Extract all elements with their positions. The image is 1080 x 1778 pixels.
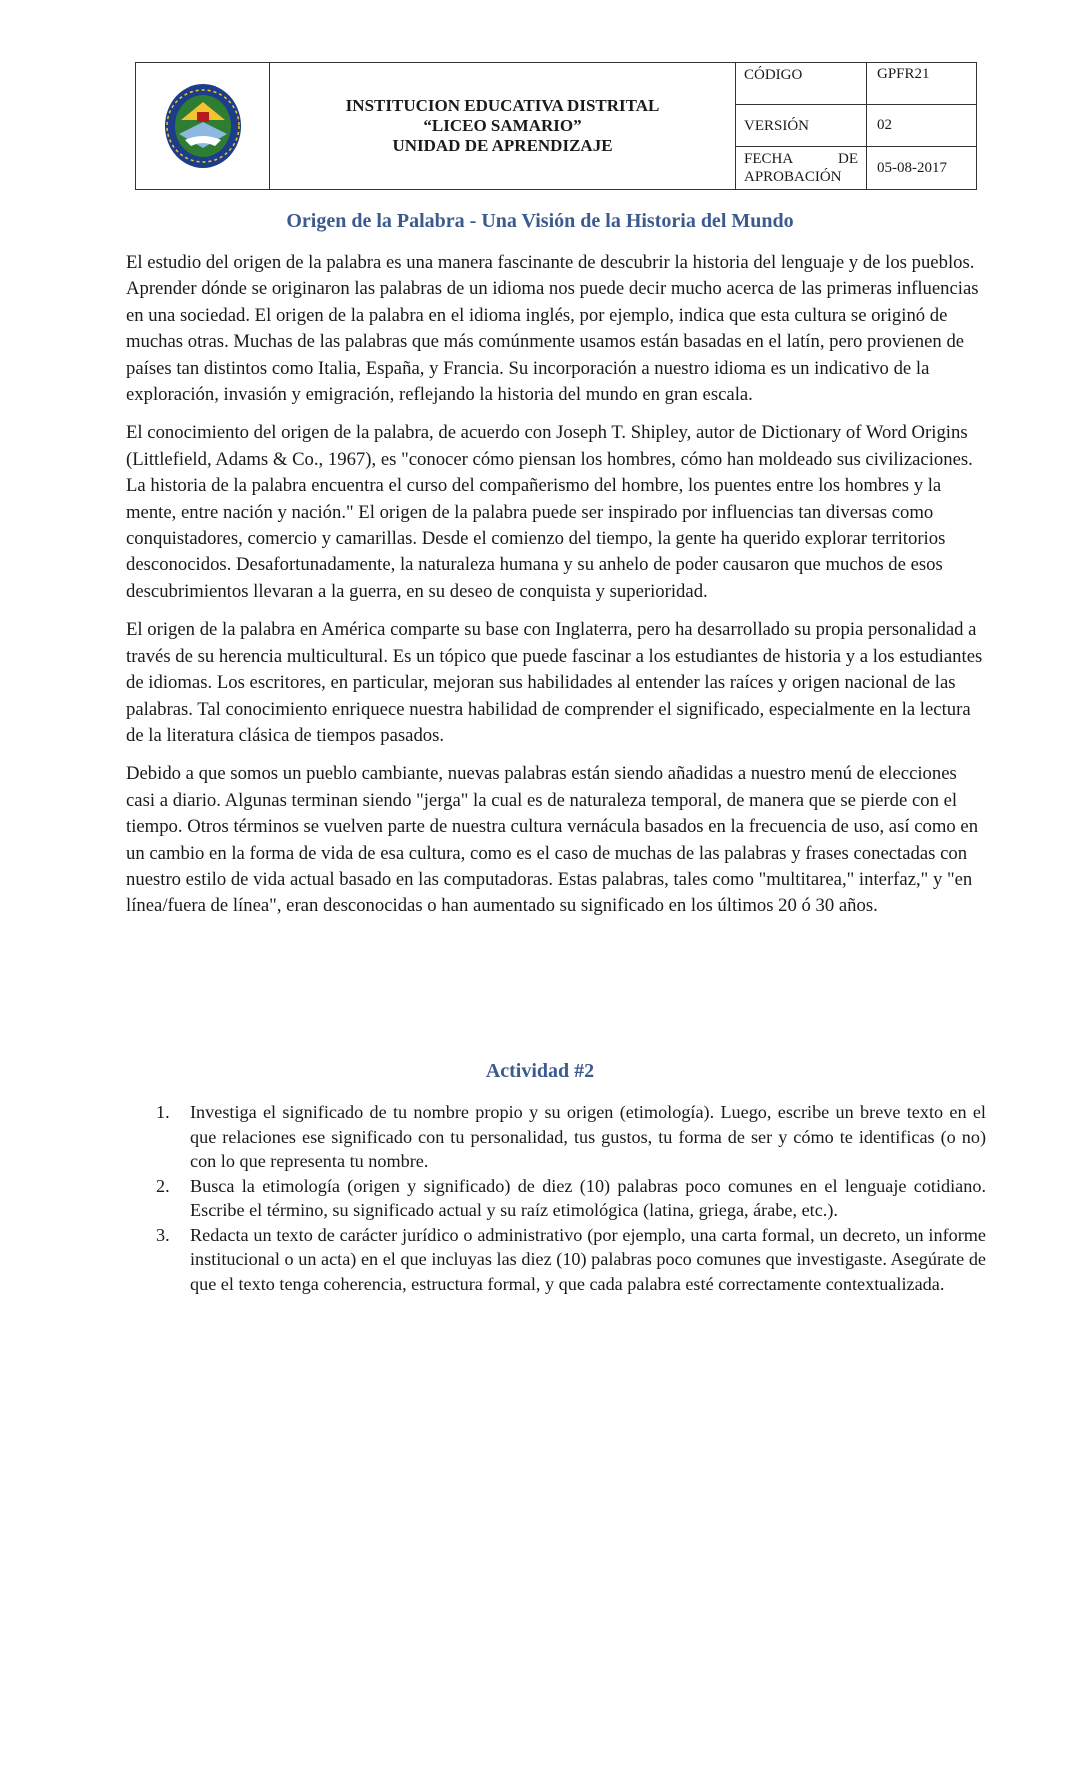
activity-title: Actividad #2 [485, 1060, 595, 1082]
body-text [126, 250, 986, 932]
school-crest-icon [163, 82, 243, 170]
paragraph: El conocimiento del origen de la palabra, de acuerdo con Joseph T. Shipley, autor de Dictionary of Word Origins (Littlefield, Adams & Co., 1967), es "conocer cómo piensan los hombres, cómo han moldeado sus civilizaciones. La historia de la palabra encuentra el curso del compañerismo del hombre, los puentes entre los hombres y la mente, entre nación y nación." El origen de la palabra puede ser inspirado por influencias tan diversas como conquistadores, comercio y camarillas. Desde el comienzo del tiempo, la gente ha querido explorar territorios desconocidos. Desafortunadamente, la naturaleza humana y su anhelo de poder causaron que muchos de esos descubrimientos llevaran a la guerra, en su deseo de conquista y superioridad. [126, 422, 973, 602]
document-header [135, 62, 977, 190]
document-title: Origen de la Palabra - Una Visión de la Historia del Mundo [286, 210, 794, 232]
fecha-value: 05-08-2017 [867, 147, 977, 190]
activity-item [156, 1100, 986, 1174]
fecha-label [736, 147, 867, 190]
codigo-label: CÓDIGO [736, 63, 867, 105]
fecha-label-aprobacion: APROBACIÓN [744, 169, 842, 185]
codigo-value: GPFR21 [867, 63, 977, 105]
paragraph: El origen de la palabra en América comparte su base con Inglaterra, pero ha desarrollado su propia personalidad a través de su herencia multicultural. Es un tópico que puede fascinar a los estudiantes de historia y a los estudiantes de idiomas. Los escritores, en particular, mejoran sus habilidades al entender las raíces y origen nacional de las palabras. Tal conocimiento enriquece nuestra habilidad de comprender el significado, especialmente en la lectura de la literatura clásica de tiempos pasados. [126, 619, 983, 746]
logo-cell [136, 63, 270, 190]
activity-text: Redacta un texto de carácter jurídico o administrativo (por ejemplo, una carta formal, un decreto, un informe institucional o un acta) en el que incluyas las diez (10) palabras poco comunes que investigaste. Asegúrate de que el texto tenga coherencia, estructura formal, y que cada palabra esté correctamente contextualizada. [190, 1224, 986, 1294]
activity-number: 3. [156, 1224, 170, 1245]
institution-line3: UNIDAD DE APRENDIZAJE [392, 136, 613, 155]
activity-text: Investiga el significado de tu nombre propio y su origen (etimología). Luego, escribe un breve texto en el que relaciones ese significado con tu personalidad, tus gustos, tu forma de ser y cómo te identificas (o no) con lo que representa tu nombre. [190, 1102, 986, 1171]
activity-number: 2. [156, 1175, 170, 1196]
paragraph: El estudio del origen de la palabra es una manera fascinante de descubrir la historia del lenguaje y de los pueblos. Aprender dónde se originaron las palabras de un idioma nos puede decir mucho acerca de las primeras influencias en una sociedad. El origen de la palabra en el idioma inglés, por ejemplo, indica que esta cultura se originó de muchas otras. Muchas de las palabras que más comúnmente usamos están basadas en el latín, pero provienen de países tan distintos como Italia, España, y Francia. Su incorporación a nuestro idioma es un indicativo de la exploración, invasión y emigración, reflejando la historia del mundo en gran escala. [126, 252, 979, 406]
fecha-label-de: DE [838, 151, 858, 167]
activity-item [156, 1174, 986, 1223]
institution-name [270, 63, 736, 190]
institution-line1: INSTITUCION EDUCATIVA DISTRITAL [345, 96, 660, 115]
fecha-label-word: FECHA [744, 151, 794, 167]
activity-text: Busca la etimología (origen y significado) de diez (10) palabras poco comunes en el lenguaje cotidiano. Escribe el término, su significado actual y su raíz etimológica (latina, griega, árabe, etc.). [190, 1175, 986, 1220]
version-value: 02 [867, 105, 977, 147]
institution-line2: “LICEO SAMARIO” [423, 116, 582, 135]
activity-list [156, 1100, 986, 1296]
paragraph: Debido a que somos un pueblo cambiante, nuevas palabras están siendo añadidas a nuestro menú de elecciones casi a diario. Algunas terminan siendo "jerga" la cual es de naturaleza temporal, de manera que se pierde con el tiempo. Otros términos se vuelven parte de nuestra cultura vernácula basados en la frecuencia de uso, así como en un cambio en la forma de vida de esa cultura, como es el caso de muchas de las palabras y frases conectadas con nuestro estilo de vida actual basado en las computadoras. Estas palabras, tales como "multitarea," interfaz," y "en línea/fuera de línea", eran desconocidas o han aumentado su significado en los últimos 20 ó 30 años. [126, 763, 979, 917]
activity-number: 1. [156, 1102, 170, 1122]
activity-item [156, 1223, 986, 1297]
version-label: VERSIÓN [736, 105, 867, 147]
